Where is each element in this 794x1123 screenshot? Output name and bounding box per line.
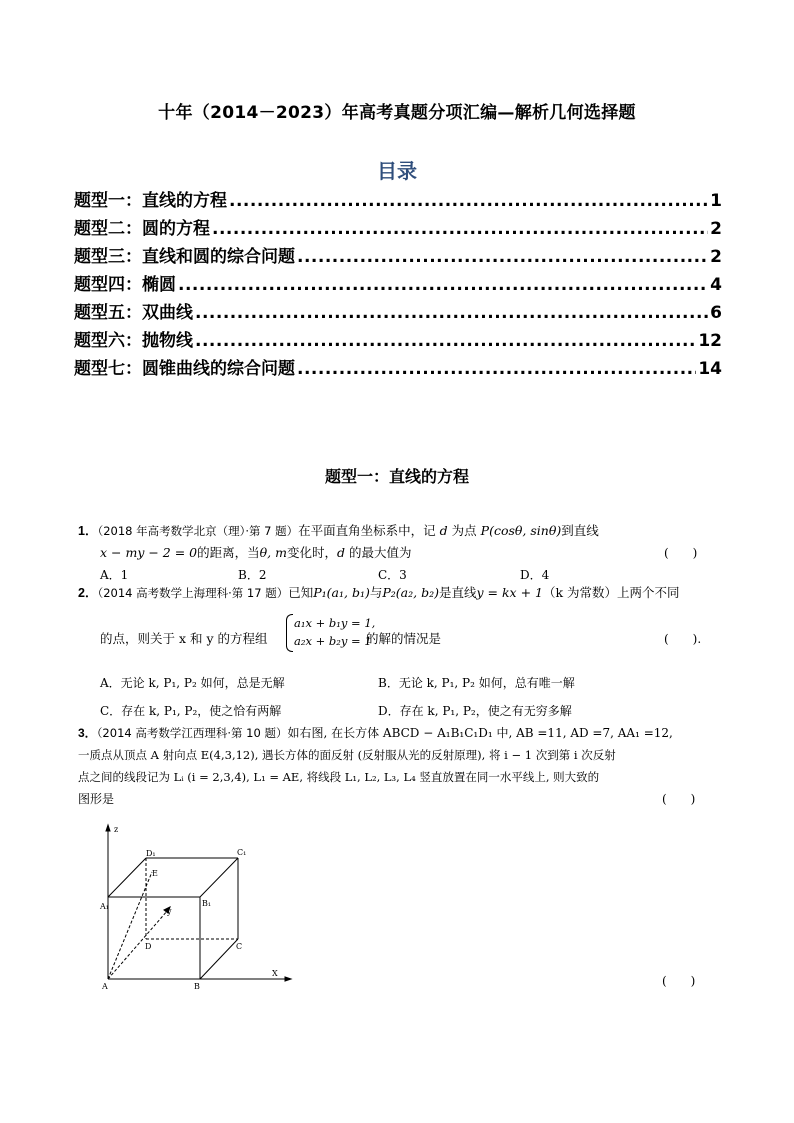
question-text: 如右图, 在长方体 ABCD − A₁B₁C₁D₁ 中, AB =11, AD =7, AA₁ =12, — [287, 726, 673, 740]
label-A1: A₁ — [100, 902, 109, 911]
label-z: z — [114, 825, 119, 834]
toc-item-label: 题型五：双曲线 — [74, 303, 193, 323]
label-B1: B₁ — [202, 899, 212, 908]
toc-leader-dots — [212, 219, 708, 239]
question-text: 的解的情况是 — [366, 631, 442, 646]
question-text: 的点，则关于 x 和 y 的方程组 — [100, 631, 268, 646]
question-text: 在平面直角坐标系中，记 — [298, 523, 436, 538]
answer-paren: ( ) — [662, 974, 696, 988]
question-text: 一质点从顶点 A 射向点 E(4,3,12), 遇长方体的面反射 (反射服从光的反射原理), 将 i − 1 次到第 i 次反射 — [78, 748, 616, 762]
question-text: （k 为常数）上两个不同 — [542, 585, 680, 600]
option-d[interactable]: D．存在 k, P₁, P₂，使之有无穷多解 — [378, 704, 572, 718]
label-A: A — [102, 982, 108, 991]
toc-item[interactable] — [74, 186, 722, 214]
question-source: （2018 年高考数学北京（理）·第 7 题） — [97, 524, 299, 538]
question-text: 变化时， — [286, 545, 337, 560]
edge-BC — [200, 939, 238, 979]
question-number: 1． — [78, 524, 98, 538]
toc-item-label: 题型二：圆的方程 — [74, 219, 210, 239]
x-axis-arrow — [285, 977, 291, 981]
question-3 — [78, 722, 728, 810]
z-axis-arrow — [106, 825, 110, 831]
option-a[interactable]: A．1 — [100, 568, 129, 582]
question-number: 3． — [78, 726, 97, 740]
question-text: 图形是 — [78, 792, 115, 806]
toc-item-page: 14 — [698, 359, 722, 379]
answer-paren: ( ) — [664, 546, 698, 560]
toc-leader-dots — [297, 359, 696, 379]
toc-item-label: 题型六：抛物线 — [74, 331, 193, 351]
option-c[interactable]: C．存在 k, P₁, P₂，使之恰有两解 — [100, 704, 282, 718]
label-x: X — [272, 969, 278, 978]
math-point: P₂(a₂, b₂) — [382, 585, 439, 600]
math-line: x − my − 2 = 0 — [100, 545, 198, 560]
label-C1: C₁ — [237, 848, 247, 857]
cuboid-figure — [96, 822, 296, 992]
question-text: 是直线 — [438, 585, 477, 600]
toc-item[interactable] — [74, 354, 722, 382]
y-axis — [108, 910, 168, 979]
question-source: （2014 高考数学上海理科·第 17 题） — [97, 586, 289, 600]
section-title: 题型一：直线的方程 — [324, 467, 469, 486]
math-point: P(cosθ, sinθ) — [480, 523, 562, 538]
toc-leader-dots — [195, 331, 696, 351]
toc-item-page: 2 — [710, 219, 722, 239]
toc-item-page: 1 — [710, 191, 722, 211]
label-D1: D₁ — [146, 849, 156, 858]
edge-B1C1 — [200, 858, 238, 897]
segment-AE — [108, 872, 152, 979]
toc-item[interactable] — [74, 270, 722, 298]
toc-item-page: 12 — [698, 331, 722, 351]
toc-item[interactable] — [74, 326, 722, 354]
question-text: 已知 — [288, 585, 314, 600]
question-text: 与 — [369, 585, 383, 600]
question-number: 2． — [78, 586, 98, 600]
math-var: d — [337, 545, 346, 560]
question-2 — [78, 582, 726, 726]
toc-item-label: 题型七：圆锥曲线的综合问题 — [74, 359, 295, 379]
toc-heading: 目录 — [377, 159, 417, 183]
toc-leader-dots — [195, 303, 708, 323]
toc-item-label: 题型四：椭圆 — [74, 275, 176, 295]
option-a[interactable]: A．无论 k, P₁, P₂ 如何，总是无解 — [100, 676, 285, 690]
math-line: y = kx + 1 — [476, 585, 543, 600]
math-point: P₁(a₁, b₁) — [313, 585, 370, 600]
toc-item-label: 题型三：直线和圆的综合问题 — [74, 247, 295, 267]
label-D: D — [145, 942, 152, 951]
table-of-contents — [74, 186, 722, 382]
question-1 — [78, 520, 726, 586]
edge-A1D1 — [108, 858, 146, 897]
page-title: 十年（2014－2023）年高考真题分项汇编—解析几何选择题 — [158, 103, 636, 123]
question-text: 的最大值为 — [349, 545, 412, 560]
question-text: 为点 — [451, 523, 477, 538]
math-var: d — [439, 523, 448, 538]
toc-item-page: 4 — [710, 275, 722, 295]
brace-shape — [286, 614, 293, 652]
option-d[interactable]: D．4 — [520, 568, 550, 582]
label-y: y — [167, 907, 172, 916]
equation-system — [286, 614, 375, 650]
option-c[interactable]: C．3 — [378, 568, 407, 582]
toc-item-page: 6 — [710, 303, 722, 323]
option-b[interactable]: B．无论 k, P₁, P₂ 如何，总有唯一解 — [378, 676, 575, 690]
toc-item[interactable] — [74, 298, 722, 326]
question-source: （2014 高考数学江西理科·第 10 题） — [96, 726, 288, 740]
toc-item-label: 题型一：直线的方程 — [74, 191, 227, 211]
toc-item[interactable] — [74, 242, 722, 270]
math-var: θ, m — [259, 545, 287, 560]
label-B: B — [194, 982, 200, 991]
toc-item-page: 2 — [710, 247, 722, 267]
question-text: 的距离，当 — [197, 545, 260, 560]
option-b[interactable]: B．2 — [238, 568, 267, 582]
equation-row: a₂x + b₂y = 1 — [294, 634, 372, 648]
answer-paren: ( ) — [662, 792, 696, 806]
toc-leader-dots — [229, 191, 708, 211]
toc-leader-dots — [297, 247, 708, 267]
toc-leader-dots — [178, 275, 708, 295]
question-text: 到直线 — [561, 523, 599, 538]
label-C: C — [236, 942, 243, 951]
question-text: 点之间的线段记为 Lᵢ (i = 2,3,4), L₁ = AE, 将线段 L₁, L₂, L₃, L₄ 竖直放置在同一水平线上, 则大致的 — [78, 770, 600, 784]
toc-item[interactable] — [74, 214, 722, 242]
label-E: E — [152, 869, 158, 878]
equation-row: a₁x + b₁y = 1, — [294, 616, 376, 630]
answer-paren: ( ). — [664, 632, 702, 646]
